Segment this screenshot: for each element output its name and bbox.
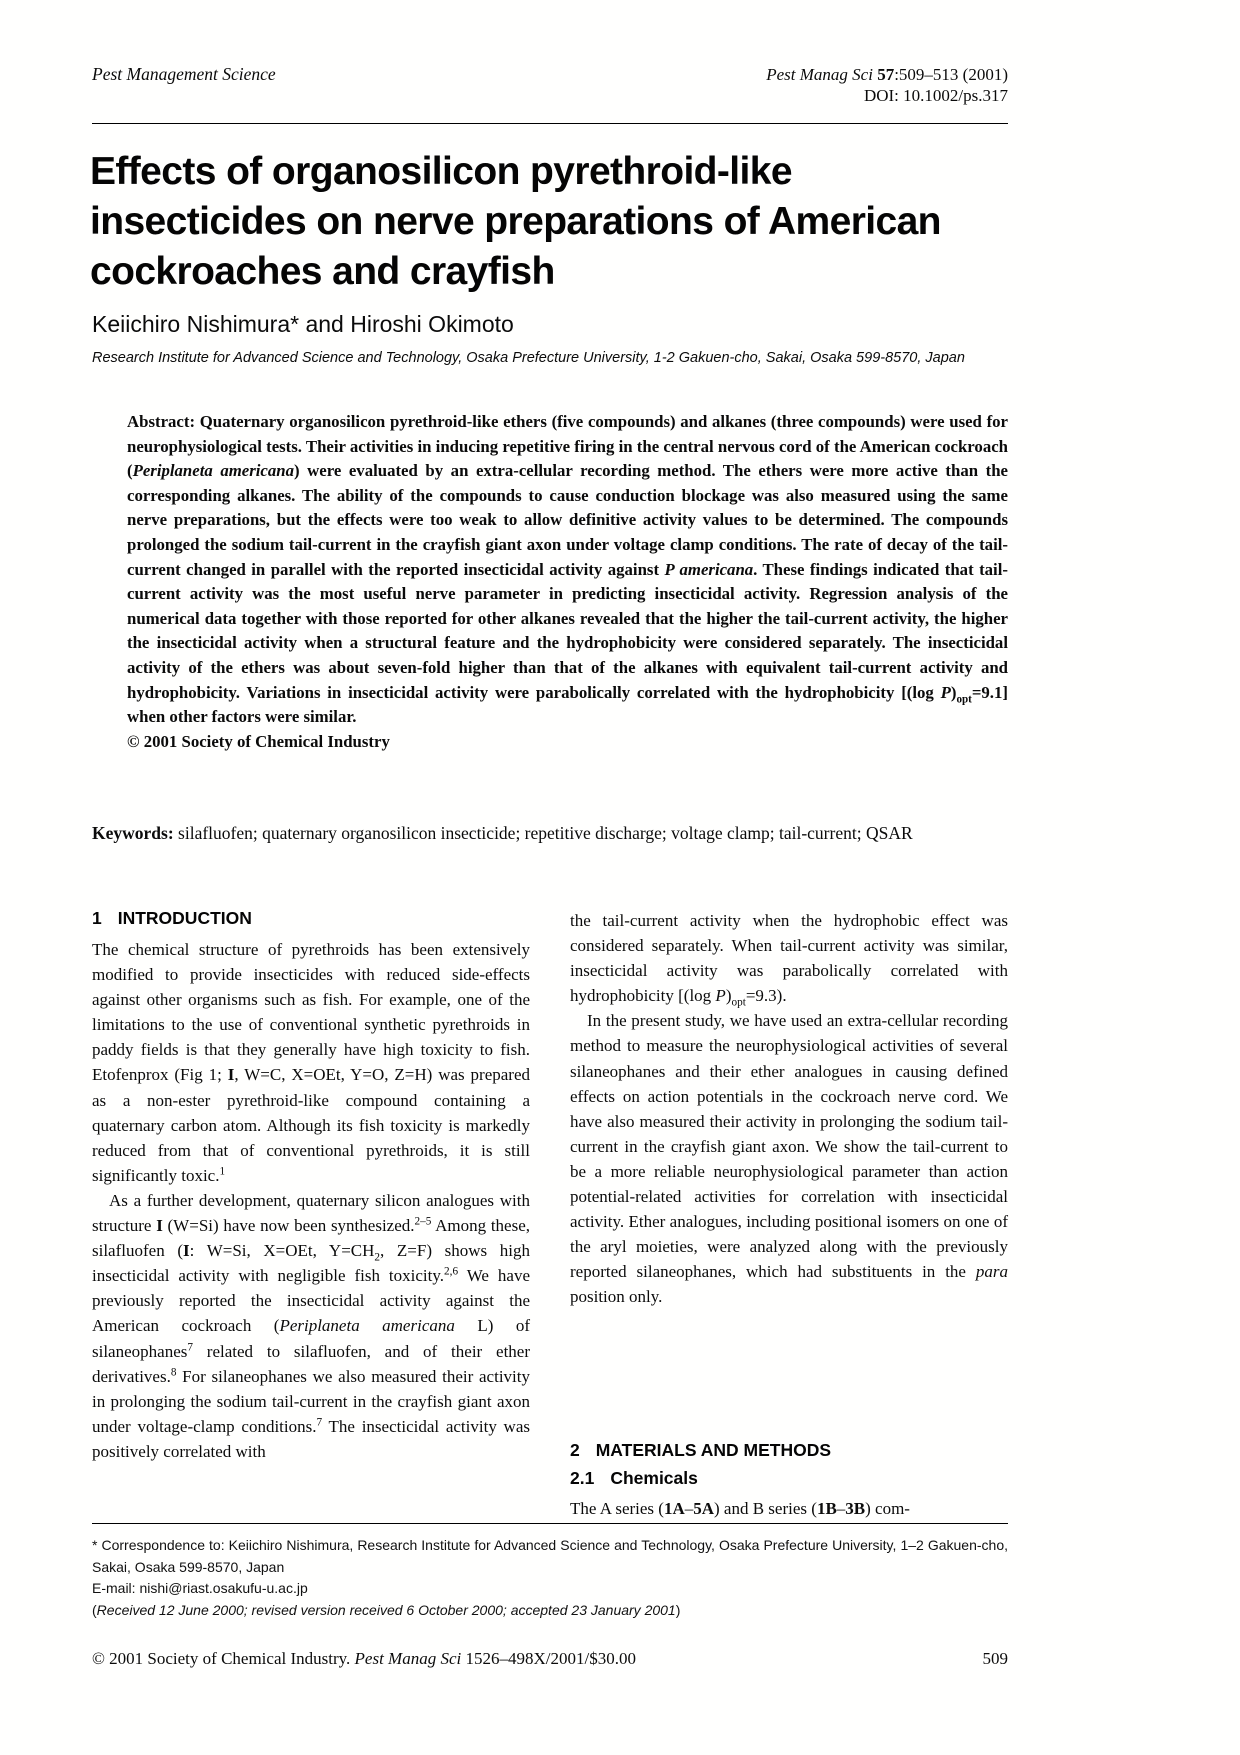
page-header (92, 64, 1008, 106)
intro-paragraph-2: As a further development, quaternary silicon analogues with structure I (W=Si) have now been synthesized.$^{2-5}$ Among these, silafluofen (I: W=Si, X=OEt, $Y=CH_2$, Z=F) shows high insecticidal activity with negligible fish toxicity.$^{2,6}$ We have previously reported the insecticidal activity against the American cockroach (Periplaneta americana L) of silaneophanes$^7$ related to silafluofen, and of their ether derivatives.$^8$ For silaneophanes we also measured their activity in prolonging the sodium tail-current in the crayfish giant axon under voltage-clamp conditions.$^7$ The insecticidal activity was positively correlated with (92, 1190, 531, 1461)
article-title: Effects of organosilicon pyrethroid-like insecticides on nerve preparations of American cockroaches and crayfish (90, 150, 941, 293)
email-note: E-mail: nishi@riast.osakufu-u.ac.jp (92, 1580, 308, 1596)
citation-line: Pest Manag Sci 57:509–513 (2001) (766, 65, 1008, 84)
subsection-title: Chemicals (610, 1468, 698, 1488)
chemicals-paragraph: The A series (1A–5A) and B series (1B–3B) com- (570, 1499, 910, 1518)
correspondence-note: * Correspondence to: Keiichiro Nishimura, Research Institute for Advanced Science and Technology, Osaka Prefecture University, 1–2 Gakuen-cho, Sakai, Osaka 599-8570, Japan (92, 1537, 1008, 1575)
subsection-number: 2.1 (570, 1468, 595, 1488)
intro-continuation-paragraph: the tail-current activity when the hydrophobic effect was considered separately. When tail-current activity was similar, insecticidal activity was parabolically correlated with hydrophobicity [(log $P)_{opt}=9.3$). (570, 911, 1008, 1009)
section-title: MATERIALS AND METHODS (595, 1440, 832, 1460)
page-number: 509 (982, 1649, 1008, 1668)
affiliation-line: Research Institute for Advanced Science and Technology, Osaka Prefecture University, 1-2 Gakuen-cho, Sakai, Osaka 599-8570, Japan (92, 350, 965, 366)
subsection-heading-chemicals (570, 1468, 1008, 1489)
abstract-text: Abstract: Quaternary organosilicon pyrethroid-like ethers (five compounds) and alkanes (three compounds) were used for neurophysiological tests. Their activities in inducing repetitive firing in the central nervous cord of the American cockroach (Periplaneta americana) were evaluated by an extra-cellular recording method. The ethers were more active than the corresponding alkanes. The ability of the compounds to cause conduction blockage was also measured using the same nerve preparations, but the effects were too weak to allow definitive activity values to be determined. The compounds prolonged the sodium tail-current in the crayfish giant axon under voltage clamp conditions. The rate of decay of the tail-current changed in parallel with the reported insecticidal activity against P americana. These findings indicated that tail-current activity was the most useful nerve parameter in predicting insecticidal activity. Regression analysis of the numerical data together with those reported for other alkanes revealed that the higher the tail-current activity, the higher the insecticidal activity when a structural feature and the hydrophobicity were considered separately. The insecticidal activity of the ethers was about seven-fold higher than that of the alkanes with equivalent tail-current activity and hydrophobicity. Variations in insecticidal activity were parabolically correlated with the hydrophobicity [(log $P)_{opt}=9.1$] when other factors were similar. (127, 412, 1008, 727)
authors-line: Keiichiro Nishimura* and Hiroshi Okimoto (92, 311, 514, 337)
methods-section (570, 1440, 1008, 1521)
section-title: INTRODUCTION (117, 908, 252, 928)
section-heading-introduction (92, 908, 530, 929)
journal-name: Pest Management Science (92, 64, 276, 84)
header-citation-block (766, 64, 1008, 106)
left-column (92, 908, 530, 1464)
abstract-section (127, 410, 1008, 754)
intro-paragraph-1: The chemical structure of pyrethroids has been extensively modified to provide insecticides with reduced side-effects against other organisms such as fish. For example, one of the limitations to the use of conventional synthetic pyrethroids in paddy fields is that they generally have high toxicity to fish. Etofenprox (Fig 1; I, W=C, X=OEt, Y=O, Z=H) was prepared as a non-ester pyrethroid-like compound containing a quaternary carbon atom. Although its fish toxicity is markedly reduced from that of conventional pyrethroids, it is still significantly toxic.$^1$ (92, 940, 531, 1185)
abstract-copyright: © 2001 Society of Chemical Industry (127, 731, 390, 751)
copyright-line: © 2001 Society of Chemical Industry. Pest Manag Sci 1526–498X/2001/$30.00 (92, 1649, 636, 1668)
header-rule (92, 123, 1008, 124)
footnote-rule (92, 1523, 1008, 1524)
page-footer (92, 1648, 1008, 1669)
section-number: 2 (570, 1440, 580, 1460)
body-columns (92, 908, 1008, 1524)
keywords-line: Keywords: silafluofen; quaternary organosilicon insecticide; repetitive discharge; voltage clamp; tail-current; QSAR (92, 823, 913, 843)
section-number: 1 (92, 908, 102, 928)
received-note: (Received 12 June 2000; revised version received 6 October 2000; accepted 23 January 2001) (92, 1601, 681, 1618)
footnote-section (92, 1535, 1008, 1621)
section-heading-materials-methods (570, 1440, 1008, 1461)
doi-line: DOI: 10.1002/ps.317 (863, 86, 1008, 105)
right-column (570, 908, 1008, 1524)
present-study-paragraph: In the present study, we have used an extra-cellular recording method to measure the neurophysiological activities of several silaneophanes and their ether analogues in causing defined effects on action potentials in the cockroach nerve cord. We have also measured their activity in prolonging the sodium tail-current in the crayfish giant axon. We show the tail-current to be a more reliable neurophysiological parameter than action potential-related activities for correlation with insecticidal activity. Ether analogues, including positional isomers on one of the aryl moieties, were analyzed along with the previously reported silaneophanes, which had substituents in the para position only. (570, 1011, 1008, 1307)
